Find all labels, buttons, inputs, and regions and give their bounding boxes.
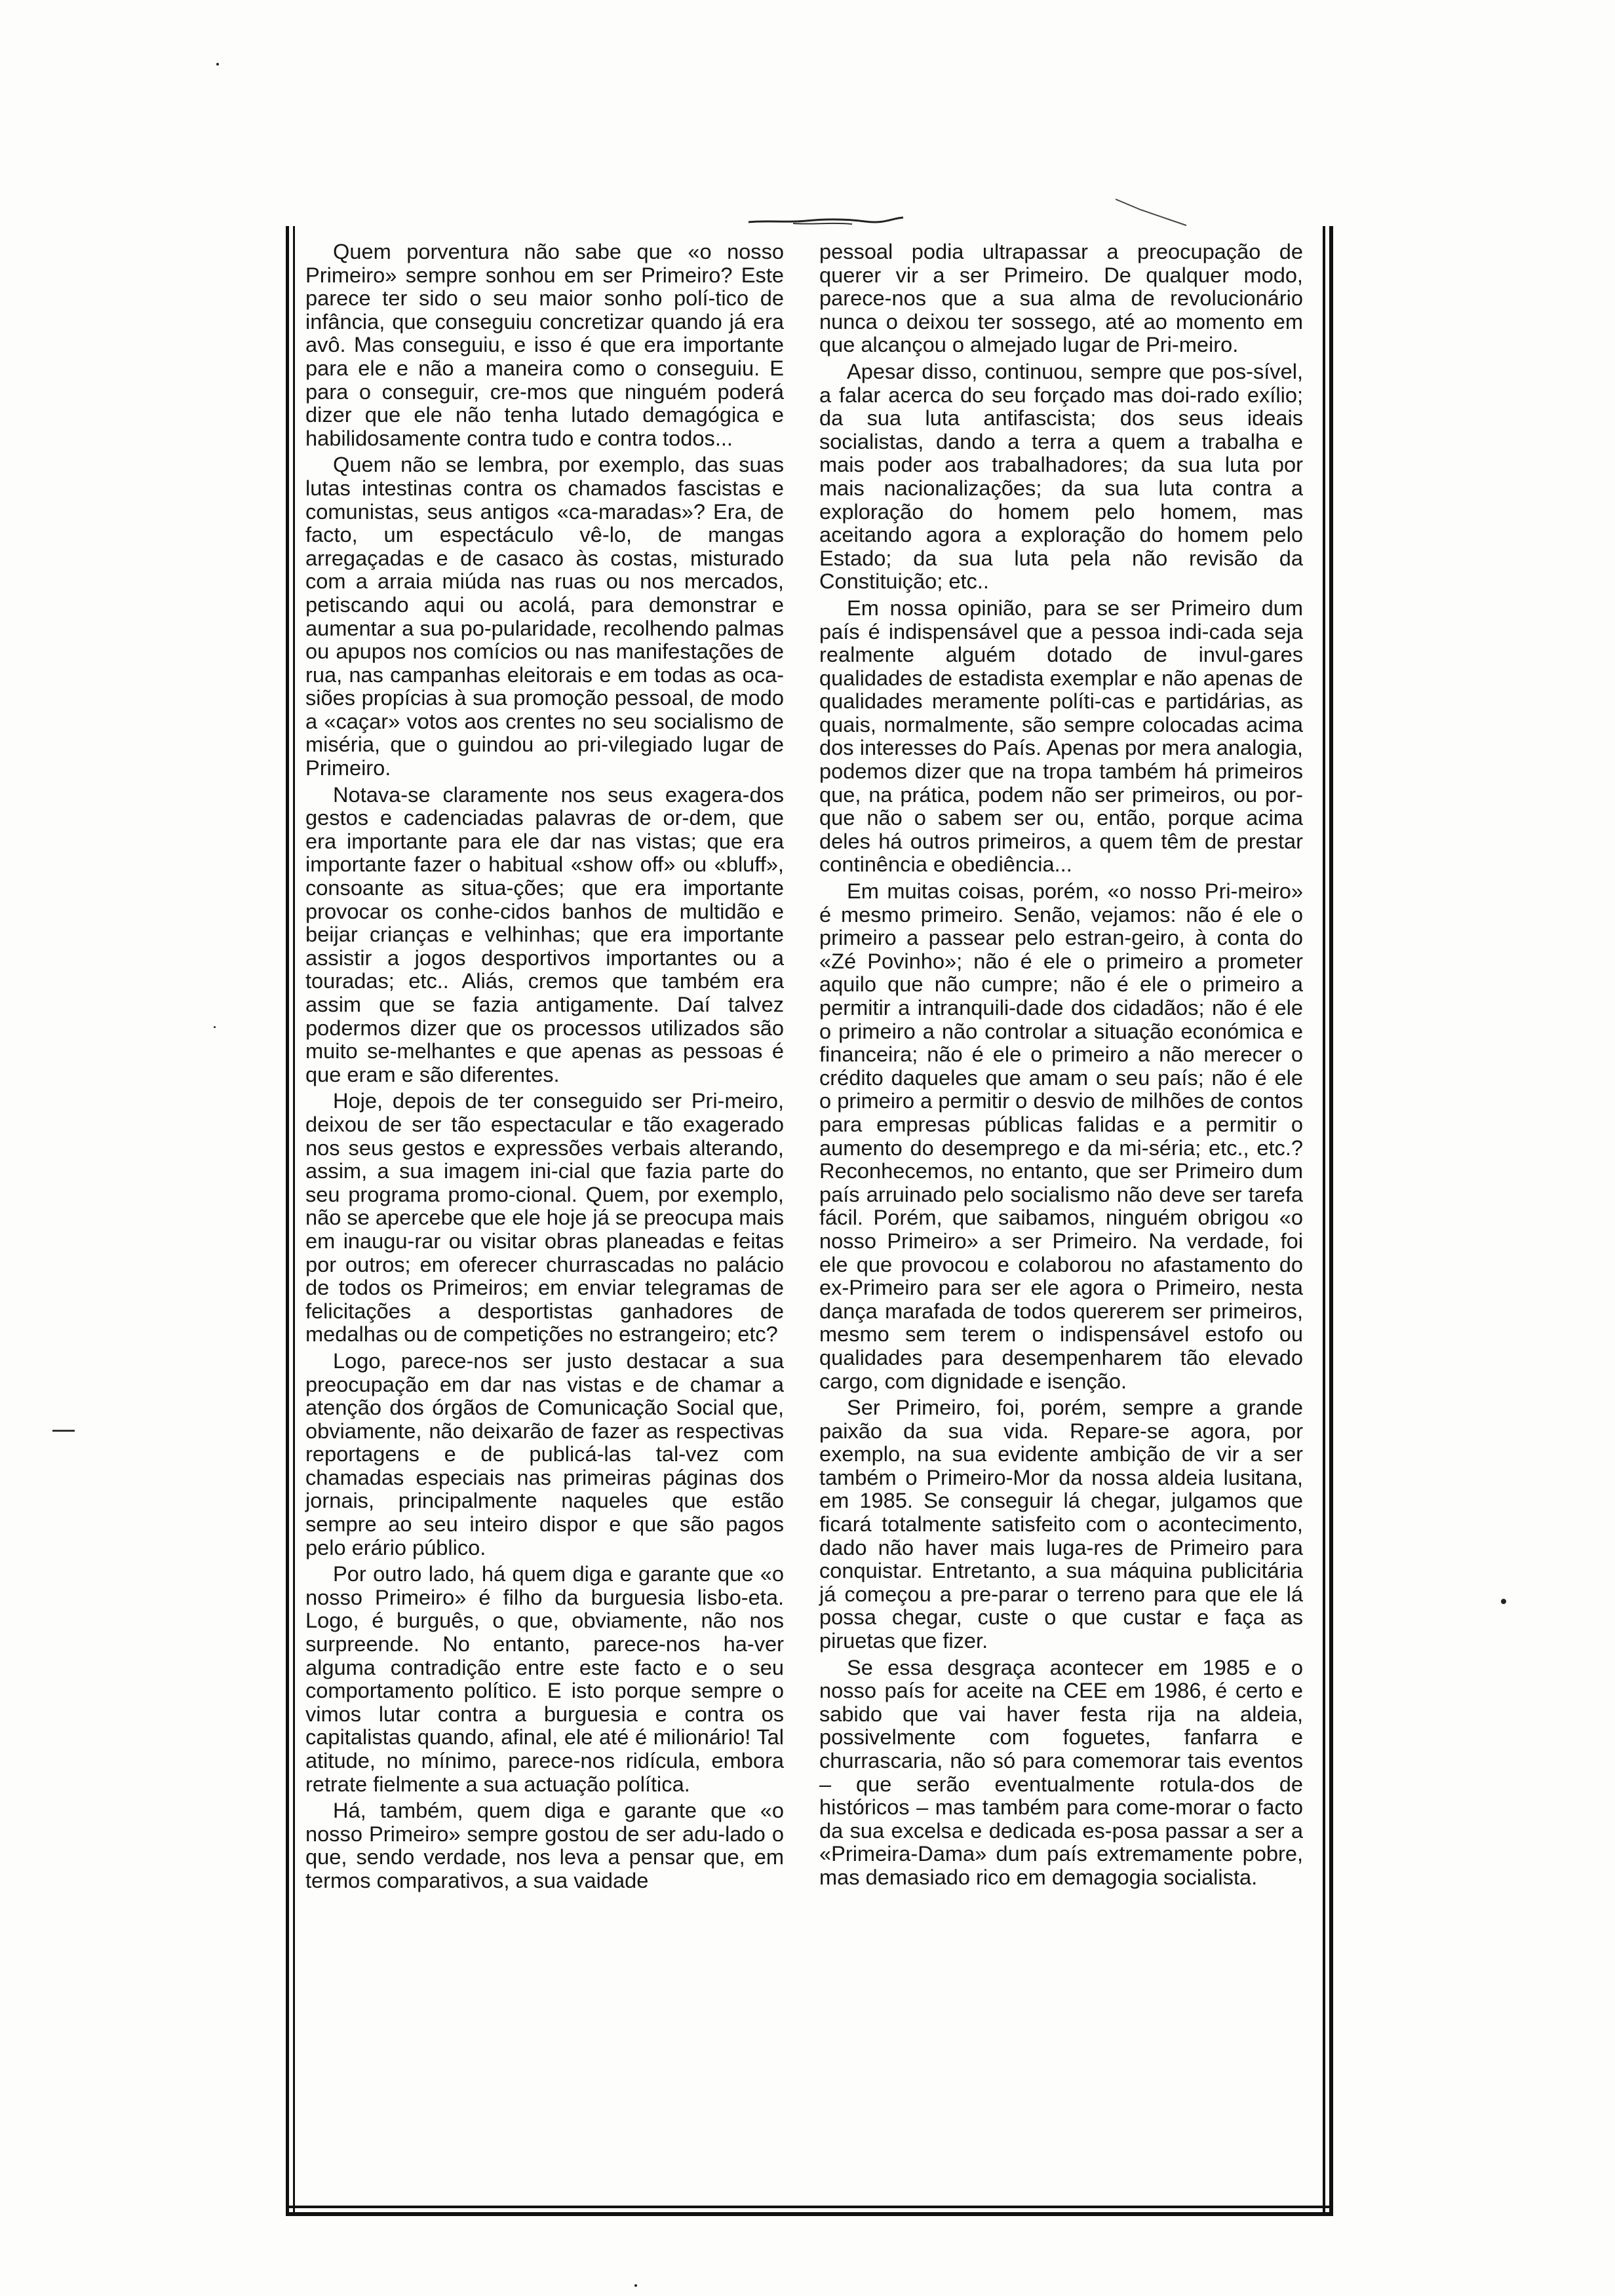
article-paragraph: Há, também, quem diga e garante que «o nosso Primeiro» sempre gostou de ser adu-lado o que, sendo verdade, nos leva a pensar que, em termos comparativos, a sua vaidade [305,1798,784,1892]
speck [634,2284,637,2287]
speck [214,1026,216,1028]
article-paragraph: Em nossa opinião, para se ser Primeiro dum país é indispensável que a pessoa indi-cada seja realmente alguém dotado de invul-gares qualidades de estadista exemplar e não apenas de qualidades meramente políti-cas e partidárias, as quais, normalmente, são sempre colocadas acima dos interesses do País. Apenas por mera analogia, podemos dizer que na tropa também há primeiros que, na prática, podem não ser primeiros, ou por-que não o sabem ser ou, então, porque acima deles há outros primeiros, a quem têm de prestar continência e obediência... [819,595,1303,877]
article-paragraph: Notava-se claramente nos seus exagera-dos gestos e cadenciadas palavras de or-dem, que era importante para ele dar nas vistas; que era importante fazer o habitual «show off» ou «bluff», consoante as situa-ções; que era importante provocar os conhe-cidos banhos de multidão e beijar crianças e velhinhas; que era importante assistir a jogos desportivos importantes ou a touradas; etc.. Aliás, cremos que também era assim que se fazia antigamente. Daí talvez podermos dizer que os processos utilizados são muito se-melhantes e que apenas as pessoas é que eram e são diferentes. [305,782,784,1086]
article-paragraph: Se essa desgraça acontecer em 1985 e o nosso país for aceite na CEE em 1986, é certo e sabido que vai haver festa rija na aldeia, possivelmente com foguetes, fanfarra e churrascaria, não só para comemorar tais eventos – que serão eventualmente rotula-dos de históricos – mas também para come-morar o facto da sua excelsa e dedicada es-posa passar a ser a «Primeira-Dama» dum país extremamente pobre, mas demasiado rico em demagogia socialista. [819,1655,1303,1889]
speck [1501,1599,1506,1604]
article-column-right [819,240,1303,1892]
article-paragraph: Quem porventura não sabe que «o nosso Primeiro» sempre sonhou em ser Primeiro? Este parece ter sido o seu maior sonho polí-tico de infância, que conseguiu concretizar quando já era avô. Mas conseguiu, e isso é que era importante para ele e não a maneira como o conseguiu. E para o conseguir, cre-mos que ninguém poderá dizer que ele não tenha lutado demagógica e habilidosamente contra tudo e contra todos... [305,239,784,450]
frame-bottom-rule [286,2206,1333,2216]
article-column-left [305,240,784,1896]
article-paragraph: Logo, parece-nos ser justo destacar a sua preocupação em dar nas vistas e de chamar a atenção dos órgãos de Comunicação Social que, obviamente, não deixarão de fazer as respectivas reportagens e de publicá-las tal-vez com chamadas especiais nas primeiras páginas dos jornais, principalmente naqueles que estão sempre ao seu inteiro dispor e que são pagos pelo erário público. [305,1348,784,1559]
speck [216,63,219,66]
article-paragraph-continuation: pessoal podia ultrapassar a preocupação de querer vir a ser Primeiro. De qualquer modo, parece-nos que a sua alma de revolucionário nunca o deixou ter sossego, até ao momento em que alcançou o almejado lugar de Pri-meiro. [819,239,1303,357]
article-paragraph: Em muitas coisas, porém, «o nosso Pri-meiro» é mesmo primeiro. Senão, vejamos: não é ele o primeiro a passear pelo estran-geiro, à conta do «Zé Povinho»; não é ele o primeiro a prometer aquilo que não cumpre; não é ele o primeiro a permitir a intranquili-dade dos cidadãos; não é ele o primeiro a não controlar a situação económica e financeira; não é ele o primeiro a não merecer o crédito daqueles que amam o seu país; não é ele o primeiro a permitir o desvio de milhões de contos para empresas públicas falidas e a permitir o aumento do desemprego e da mi-séria; etc., etc.? Reconhecemos, no entanto, que ser Primeiro dum país arruinado pelo socialismo não deve ser tarefa fácil. Porém, que saibamos, ninguém obrigou «o nosso Primeiro» a ser Primeiro. Na verdade, foi ele que provocou e colaborou no afastamento do ex-Primeiro para ser ele agora o Primeiro, nesta dança marafada de todos quererem ser primeiros, mesmo sem terem o indispensável estofo ou qualidades para desempenharem tão elevado cargo, com dignidade e isenção. [819,879,1303,1393]
ink-scribble-top [747,215,905,227]
margin-dash [52,1430,75,1432]
frame-left-rule [286,226,295,2215]
ink-stroke-top-right [1114,197,1193,229]
article-paragraph: Por outro lado, há quem diga e garante que «o nosso Primeiro» é filho da burguesia lisbo-eta. Logo, é burguês, o que, obviamente, não nos surpreende. No entanto, parece-nos ha-ver alguma contradição entre este facto e o seu comportamento político. E isto porque sempre o vimos lutar contra a burguesia e contra os capitalistas quando, afinal, ele até é milionário! Tal atitude, no mínimo, parece-nos ridícula, embora retrate fielmente a sua actuação política. [305,1561,784,1796]
article-paragraph: Apesar disso, continuou, sempre que pos-sível, a falar acerca do seu forçado mas doi-rado exílio; da sua luta antifascista; dos seus ideais socialistas, dando a terra a quem a trabalha e mais poder aos trabalhadores; da sua luta por mais nacionalizações; da sua luta contra a exploração do homem pelo homem, mas aceitando agora a exploração do homem pelo Estado; da sua luta pela não revisão da Constituição; etc.. [819,358,1303,594]
article-paragraph: Ser Primeiro, foi, porém, sempre a grande paixão da sua vida. Repare-se agora, por exemplo, na sua evidente ambição de vir a ser também o Primeiro-Mor da nossa aldeia lusitana, em 1985. Se conseguir lá chegar, julgamos que ficará totalmente satisfeito com o acontecimento, dado não haver mais luga-res de Primeiro para conquistar. Entretanto, a sua máquina publicitária já começou a pre-parar o terreno para que ele lá possa chegar, custe o que custar e faça as piruetas que fizer. [819,1395,1303,1653]
frame-right-rule [1323,226,1333,2215]
article-paragraph: Hoje, depois de ter conseguido ser Pri-meiro, deixou de ser tão espectacular e tão exagerado nos seus gestos e expressões verbais alterando, assim, a sua imagem ini-cial que fazia parte do seu programa promo-cional. Quem, por exemplo, não se apercebe que ele hoje já se preocupa mais em inaugu-rar ou visitar obras planeadas e feitas por outros; em oferecer churrascadas no palácio de todos os Primeiros; em enviar telegramas de felicitações a desportistas ganhadores de medalhas ou de competições no estrangeiro; etc? [305,1088,784,1347]
article-paragraph: Quem não se lembra, por exemplo, das suas lutas intestinas contra os chamados fascistas e comunistas, seus antigos «ca-maradas»? Era, de facto, um espectáculo vê-lo, de mangas arregaçadas e de casaco às costas, misturado com a arraia miúda nas ruas ou nos mercados, petiscando aqui ou acolá, para demonstrar e aumentar a sua po-pularidade, recolhendo palmas ou apupos nos comícios ou nas manifestações de rua, nas campanhas eleitorais e em todas as oca-siões propícias à sua promoção pessoal, de modo a «caçar» votos aos crentes no seu socialismo de miséria, que o guindou ao pri-vilegiado lugar de Primeiro. [305,452,784,780]
